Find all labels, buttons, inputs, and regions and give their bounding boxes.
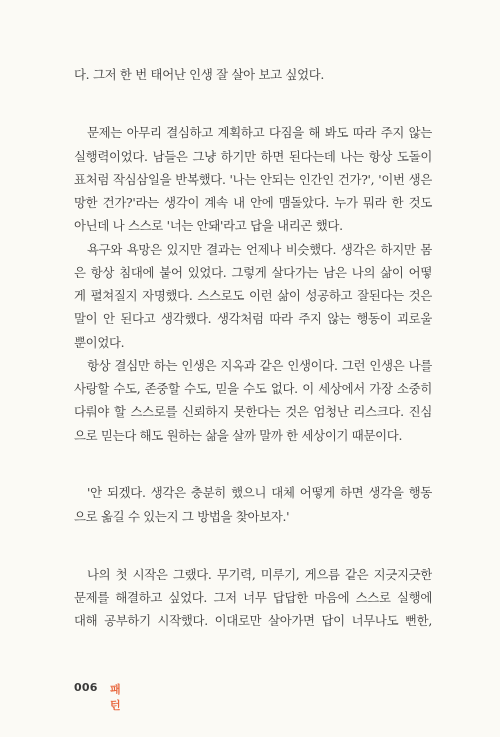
body-line: 대해 공부하기 시작했다. 이대로만 살아가면 답이 너무나도 뻔한, <box>74 613 432 628</box>
book-title: 패턴 <box>110 683 121 712</box>
page-number: 006 <box>74 681 98 694</box>
body-line: 망한 건가?'라는 생각이 계속 내 안에 맴돌았다. 누가 뭐라 한 것도 <box>74 195 432 210</box>
body-line: 게 펼쳐질지 자명했다. 스스로도 이런 삶이 성공하고 잘된다는 것은 <box>74 288 432 303</box>
quote-line: 으로 옮길 수 있는지 그 방법을 찾아보자.' <box>74 509 290 524</box>
body-line: 표처럼 작심삼일을 반복했다. '나는 안되는 인간인 건가?', '이번 생은 <box>74 172 432 187</box>
body-line: 다. 그저 한 번 태어난 인생 잘 살아 보고 싶었다. <box>74 67 325 82</box>
body-line: 뿐이었다. <box>74 335 125 350</box>
body-line: 욕구와 욕망은 있지만 결과는 언제나 비슷했다. 생각은 하지만 몸 <box>87 242 432 257</box>
body-line: 다뤄야 할 스스로를 신뢰하지 못한다는 것은 엄청난 리스크다. 진심 <box>74 404 432 419</box>
body-line: 은 항상 침대에 붙어 있었다. 그렇게 살다가는 남은 나의 삶이 어떻 <box>74 265 432 280</box>
body-line: 항상 결심만 하는 인생은 지옥과 같은 인생이다. 그런 인생은 나를 <box>87 358 432 373</box>
body-line: 실행력이었다. 남들은 그냥 하기만 하면 된다는데 나는 항상 도돌이 <box>74 149 432 164</box>
body-line: 아닌데 나 스스로 '너는 안돼'라고 답을 내리곤 했다. <box>74 218 343 233</box>
body-line: 나의 첫 시작은 그랬다. 무기력, 미루기, 게으름 같은 지긋지긋한 <box>87 567 432 582</box>
quote-line: '안 되겠다. 생각은 충분히 했으니 대체 어떻게 하면 생각을 행동 <box>87 485 432 500</box>
body-line: 문제를 해결하고 싶었다. 그저 너무 답답한 마음에 스스로 실행에 <box>74 590 432 605</box>
body-line: 말이 안 된다고 생각했다. 생각처럼 따라 주지 않는 행동이 괴로울 <box>74 311 432 326</box>
body-line: 으로 믿는다 해도 원하는 삶을 살까 말까 한 세상이기 때문이다. <box>74 428 403 443</box>
body-line: 문제는 아무리 결심하고 계획하고 다짐을 해 봐도 따라 주지 않는 <box>87 125 432 140</box>
body-line: 사랑할 수도, 존중할 수도, 믿을 수도 없다. 이 세상에서 가장 소중히 <box>74 381 432 396</box>
